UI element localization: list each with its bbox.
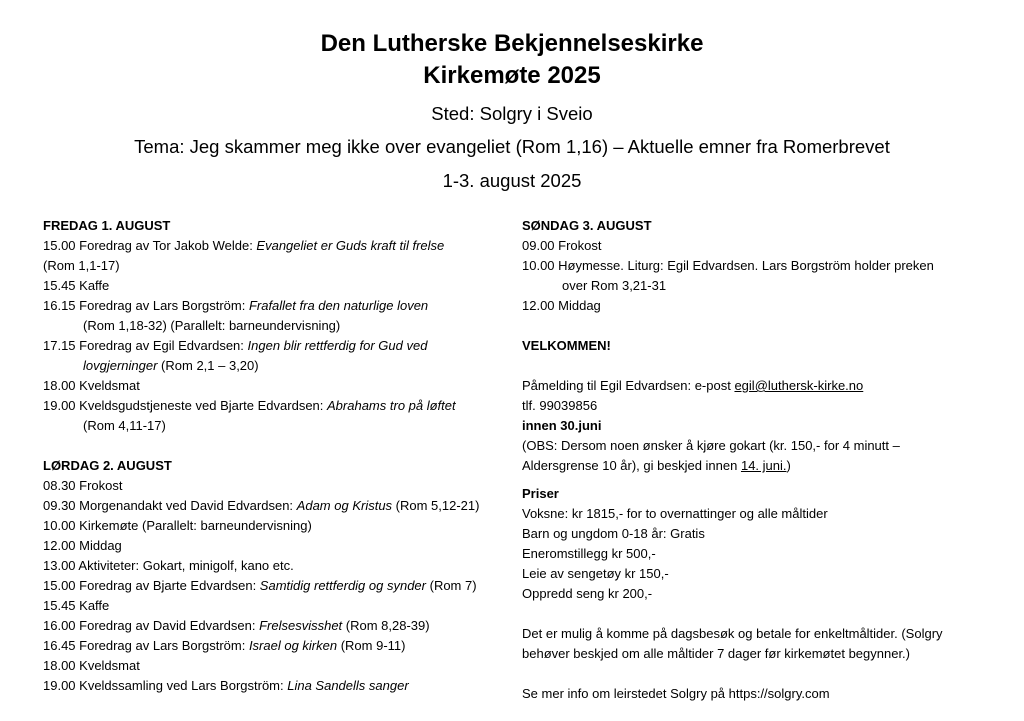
schedule-item: 15.00 Foredrag av Bjarte Edvardsen: Samtidig rettferdig og synder (Rom 7) [43, 578, 477, 593]
schedule-item: 18.00 Kveldsmat [43, 378, 140, 393]
info-line: Det er mulig å komme på dagsbesøk og betale for enkeltmåltider. (Solgry [522, 626, 943, 641]
sunday-heading: SØNDAG 3. AUGUST [522, 218, 652, 233]
spacer [522, 316, 992, 336]
welcome-text: VELKOMMEN! [522, 338, 611, 353]
email-link[interactable]: egil@luthersk-kirke.no [734, 378, 864, 393]
left-column [43, 216, 508, 696]
event-title: Kirkemøte 2025 [423, 62, 601, 89]
schedule-item: 09.00 Frokost [522, 238, 602, 253]
registration-line: Påmelding til Egil Edvardsen: e-post egil@luthersk-kirke.no [522, 378, 864, 393]
price-item: Oppredd seng kr 200,- [522, 586, 653, 601]
price-item: Leie av sengetøy kr 150,- [522, 566, 669, 581]
obs-line: Aldersgrense 10 år), gi beskjed innen 14. juni.) [522, 458, 791, 473]
event-dates: 1-3. august 2025 [442, 170, 582, 191]
info-link-line: Se mer info om leirstedet Solgry på https://solgry.com [522, 686, 830, 701]
document-header [0, 28, 1024, 193]
event-place: Sted: Solgry i Sveio [431, 103, 593, 124]
price-item: Eneromstillegg kr 500,- [522, 546, 656, 561]
prices-heading: Priser [522, 486, 559, 501]
schedule-item: 09.30 Morgenandakt ved David Edvardsen: Adam og Kristus (Rom 5,12-21) [43, 498, 480, 513]
schedule-item: 10.00 Høymesse. Liturg: Egil Edvardsen. Lars Borgström holder preken [522, 258, 934, 273]
schedule-item: 16.00 Foredrag av David Edvardsen: Frelsesvisshet (Rom 8,28-39) [43, 618, 430, 633]
friday-heading: FREDAG 1. AUGUST [43, 218, 171, 233]
schedule-item: 17.15 Foredrag av Egil Edvardsen: Ingen blir rettferdig for Gud ved [43, 338, 428, 353]
schedule-item: 18.00 Kveldsmat [43, 658, 140, 673]
obs-line: (OBS: Dersom noen ønsker å kjøre gokart (kr. 150,- for 4 minutt – [522, 438, 900, 453]
schedule-item: 12.00 Middag [522, 298, 601, 313]
schedule-item: 10.00 Kirkemøte (Parallelt: barneundervisning) [43, 518, 312, 533]
event-theme: Tema: Jeg skammer meg ikke over evangeliet (Rom 1,16) – Aktuelle emner fra Romerbrevet [134, 136, 890, 157]
schedule-item: 16.15 Foredrag av Lars Borgström: Frafallet fra den naturlige loven [43, 298, 429, 313]
schedule-item: 08.30 Frokost [43, 478, 123, 493]
spacer [522, 664, 992, 684]
price-item: Barn og ungdom 0-18 år: Gratis [522, 526, 705, 541]
price-item: Voksne: kr 1815,- for to overnattinger og alle måltider [522, 506, 828, 521]
schedule-item-cont: lovgjerninger (Rom 2,1 – 3,20) [83, 358, 259, 373]
schedule-item: 16.45 Foredrag av Lars Borgström: Israel og kirken (Rom 9-11) [43, 638, 406, 653]
right-column [522, 216, 992, 704]
schedule-item-cont: over Rom 3,21-31 [562, 278, 667, 293]
church-name: Den Lutherske Bekjennelseskirke [320, 30, 704, 57]
saturday-heading: LØRDAG 2. AUGUST [43, 458, 172, 473]
schedule-item: 13.00 Aktiviteter: Gokart, minigolf, kano etc. [43, 558, 294, 573]
info-line: behøver beskjed om alle måltider 7 dager før kirkemøtet begynner.) [522, 646, 911, 661]
schedule-item-cont: (Rom 1,18-32) (Parallelt: barneundervisning) [83, 318, 341, 333]
gokart-deadline: 14. juni. [740, 458, 787, 473]
spacer [43, 436, 508, 456]
schedule-item: 15.45 Kaffe [43, 598, 110, 613]
schedule-item: 12.00 Middag [43, 538, 122, 553]
schedule-item-cont: (Rom 1,1-17) [43, 258, 120, 273]
deadline-line: innen 30.juni [522, 418, 602, 433]
phone-line: tlf. 99039856 [522, 398, 598, 413]
spacer [522, 604, 992, 624]
spacer [522, 356, 992, 376]
schedule-item: 15.00 Foredrag av Tor Jakob Welde: Evangeliet er Guds kraft til frelse [43, 238, 445, 253]
schedule-item: 15.45 Kaffe [43, 278, 110, 293]
schedule-item-cont: (Rom 4,11-17) [83, 418, 166, 433]
spacer [522, 476, 992, 484]
schedule-item: 19.00 Kveldsgudstjeneste ved Bjarte Edvardsen: Abrahams tro på løftet [43, 398, 456, 413]
schedule-item: 19.00 Kveldssamling ved Lars Borgström: Lina Sandells sanger [43, 678, 409, 693]
